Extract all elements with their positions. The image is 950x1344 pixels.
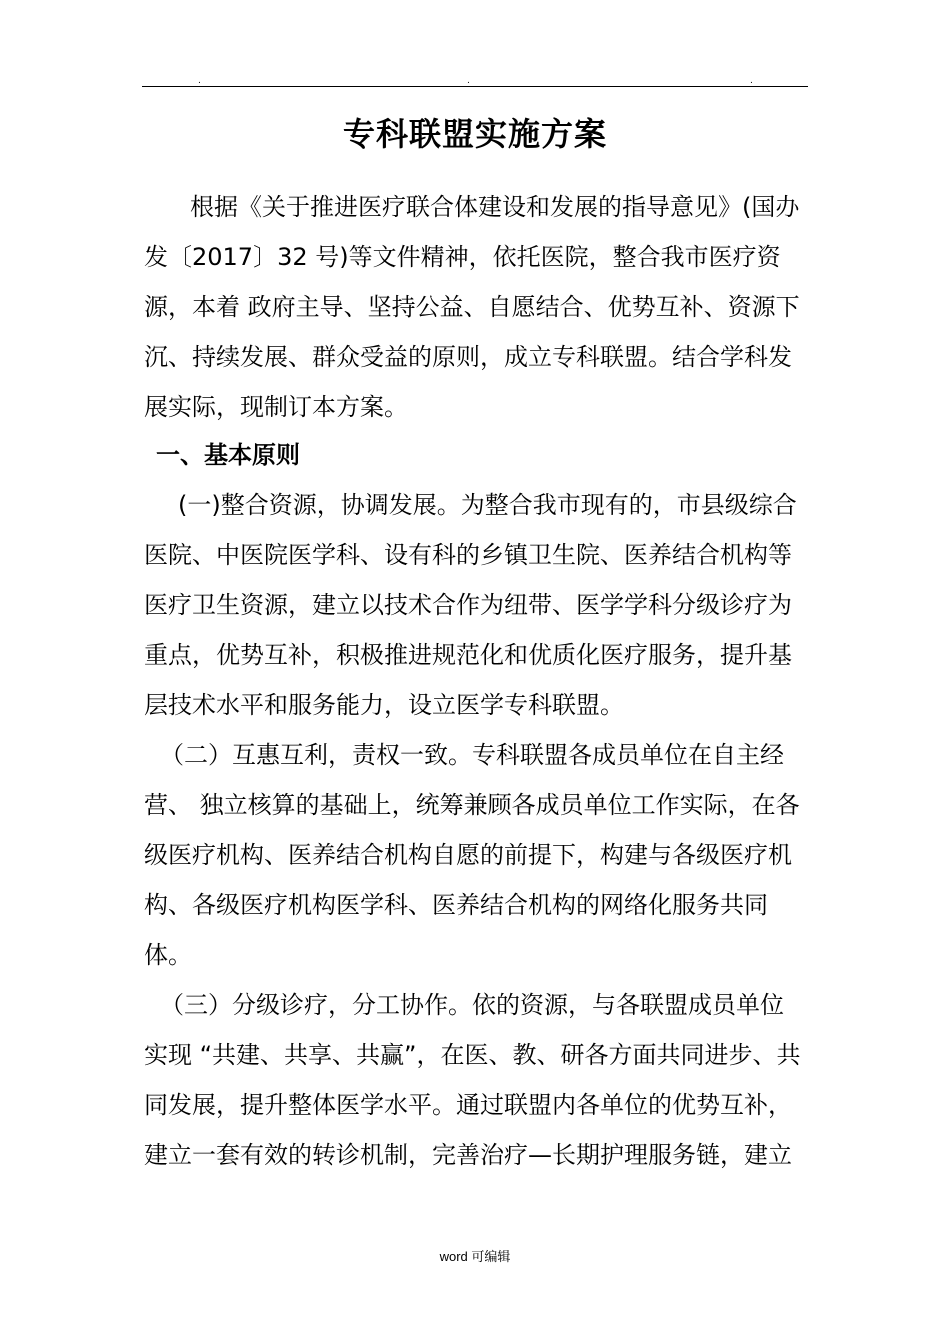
paragraph-line: 同发展，提升整体医学水平。通过联盟内各单位的优势互补， bbox=[144, 1091, 792, 1119]
header-rule bbox=[142, 86, 808, 87]
paragraph-line: 营、 独立核算的基础上，统筹兼顾各成员单位工作实际，在各 bbox=[144, 791, 800, 819]
paragraph-line: 医院、中医院医学科、设有科的乡镇卫生院、医养结合机构等 bbox=[144, 541, 792, 569]
intro-line: 发〔2017〕32 号)等文件精神，依托医院，整合我市医疗资 bbox=[144, 243, 781, 271]
paragraph-line: 体。 bbox=[144, 941, 192, 969]
paragraph-line: 层技术水平和服务能力，设立医学专科联盟。 bbox=[144, 691, 624, 719]
intro-line: 源，本着 政府主导、坚持公益、自愿结合、优势互补、资源下 bbox=[144, 293, 800, 321]
paragraph-line: （二）互惠互利，责权一致。专科联盟各成员单位在自主经 bbox=[160, 741, 784, 769]
paragraph-line: 实现 “共建、共享、共赢”，在医、教、研各方面共同进步、共 bbox=[144, 1041, 801, 1069]
intro-line: 根据《关于推进医疗联合体建设和发展的指导意见》(国办 bbox=[190, 193, 800, 221]
paragraph-line: 级医疗机构、医养结合机构自愿的前提下，构建与各级医疗机 bbox=[144, 841, 792, 869]
paragraph-line: 医疗卫生资源，建立以技术合作为纽带、医学学科分级诊疗为 bbox=[144, 591, 792, 619]
paragraph-line: 建立一套有效的转诊机制，完善治疗—长期护理服务链，建立 bbox=[144, 1141, 792, 1169]
paragraph-line: 构、各级医疗机构医学科、医养结合机构的网络化服务共同 bbox=[144, 891, 768, 919]
intro-line: 沉、持续发展、群众受益的原则，成立专科联盟。结合学科发 bbox=[144, 343, 792, 371]
header-mark: . bbox=[750, 76, 753, 86]
header-mark: . bbox=[198, 76, 201, 86]
page-footer: word 可编辑 bbox=[439, 1249, 511, 1264]
paragraph-line: （三）分级诊疗，分工协作。依的资源，与各联盟成员单位 bbox=[160, 991, 784, 1019]
paragraph-line: (一)整合资源，协调发展。为整合我市现有的，市县级综合 bbox=[178, 491, 797, 519]
header-mark: . bbox=[467, 76, 470, 86]
paragraph-line: 重点，优势互补，积极推进规范化和优质化医疗服务，提升基 bbox=[144, 641, 792, 669]
section-heading: 一、基本原则 bbox=[156, 441, 300, 469]
page-title: 专科联盟实施方案 bbox=[342, 115, 607, 153]
intro-line: 展实际，现制订本方案。 bbox=[144, 393, 408, 421]
